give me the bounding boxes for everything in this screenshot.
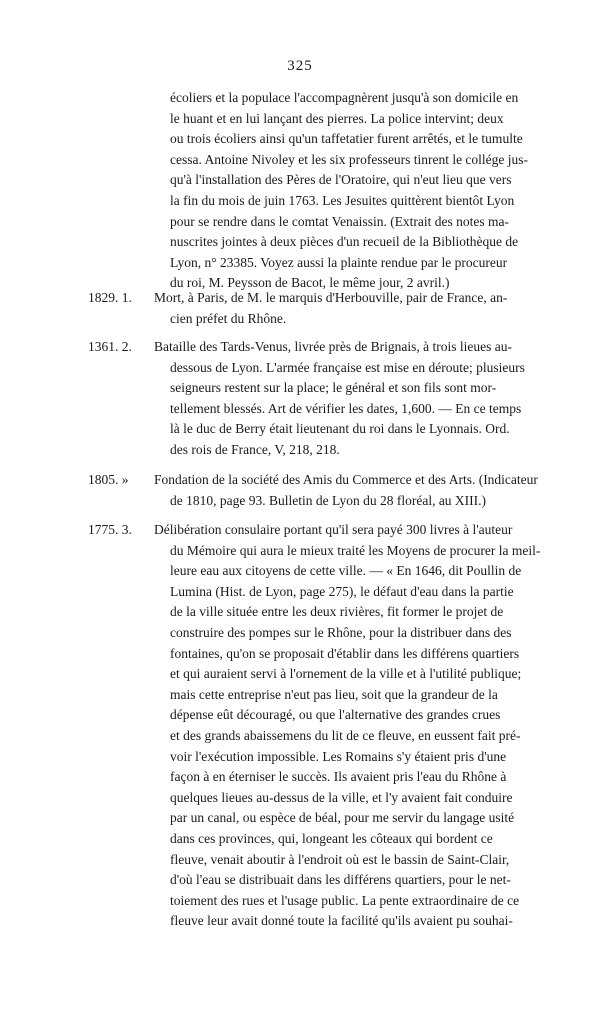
text-line: nuscrites jointes à deux pièces d'un recueil de la Bibliothèque de bbox=[170, 234, 519, 250]
text-line: de la ville située entre les deux rivières, fit former le projet de bbox=[170, 604, 504, 620]
text-line: mais cette entreprise n'eut pas lieu, soit que la grandeur de la bbox=[170, 686, 498, 702]
text-line: leure eau aux citoyens de cette ville. — « En 1646, dit Poullin de bbox=[170, 563, 522, 579]
text-line: Fondation de la société des Amis du Commerce et des Arts. (Indicateur bbox=[154, 472, 538, 487]
text-line: cessa. Antoine Nivoley et les six professeurs tinrent le collége jus- bbox=[170, 151, 529, 167]
text-line: et qui auraient servi à l'ornement de la ville et à l'utilité publique; bbox=[170, 666, 522, 682]
entry-date: 1805. » bbox=[88, 472, 129, 487]
text-line: seigneurs restent sur la place; le général et son fils sont mor- bbox=[170, 380, 497, 396]
text-line: la fin du mois de juin 1763. Les Jesuites quittèrent bientôt Lyon bbox=[170, 193, 515, 208]
text-line: dépense eût découragé, ou que l'alternative des grandes crues bbox=[170, 707, 501, 723]
text-line: Lumina (Hist. de Lyon, page 275), le défaut d'eau dans la partie bbox=[170, 583, 514, 599]
text-line: d'où l'eau se distribuait dans les différens quartiers, pour le net- bbox=[170, 872, 511, 888]
text-line: voir l'exécution impossible. Les Romains s'y étaient pris d'une bbox=[170, 748, 507, 764]
text-line: ou trois écoliers ainsi qu'un taffetatier furent arrêtés, et le tumulte bbox=[170, 131, 523, 147]
text-line: fleuve, venait aboutir à l'endroit où est le bassin de Saint-Clair, bbox=[170, 851, 510, 867]
text-line: pour se rendre dans le comtat Venaissin. (Extrait des notes ma- bbox=[170, 213, 510, 229]
text-line: de 1810, page 93. Bulletin de Lyon du 28 floréal, au XIII.) bbox=[170, 492, 487, 508]
text-line: du roi, M. Peysson de Bacot, le même jour, 2 avril.) bbox=[170, 275, 450, 291]
text-line: toiement des rues et l'usage public. La pente extraordinaire de ce bbox=[170, 892, 520, 908]
text-line: dans ces provinces, qui, longeant les côteaux qui bordent ce bbox=[170, 831, 493, 846]
entry-date: 1361. 2. bbox=[88, 339, 132, 354]
text-line: des rois de France, V, 218, 218. bbox=[170, 442, 340, 457]
page-number: 325 bbox=[287, 58, 313, 74]
text-line: Mort, à Paris, de M. le marquis d'Herbouville, pair de France, an- bbox=[154, 290, 508, 305]
text-line: fontaines, qu'on se proposait d'établir dans les différens quartiers bbox=[170, 645, 520, 661]
text-line: façon à en éterniser le succès. Ils avaient pris l'eau du Rhône à bbox=[170, 769, 507, 785]
text-line: Lyon, n° 23385. Voyez aussi la plainte rendue par le procureur bbox=[170, 254, 508, 270]
text-line: cien préfet du Rhône. bbox=[170, 310, 287, 326]
text-line: et des grands abaissemens du lit de ce fleuve, en eussent fait pré- bbox=[170, 728, 521, 743]
text-line: le huant et en lui lançant des pierres. La police intervint; deux bbox=[170, 110, 504, 126]
text-line: construire des pompes sur le Rhône, pour la distribuer dans des bbox=[170, 625, 512, 640]
text-line: dessous de Lyon. L'armée française est mise en déroute; plusieurs bbox=[170, 359, 525, 375]
text-line: Délibération consulaire portant qu'il sera payé 300 livres à l'auteur bbox=[154, 522, 513, 537]
text-line: du Mémoire qui aura le mieux traité les Moyens de procurer la meil- bbox=[170, 542, 541, 558]
text-line: là le duc de Berry était lieutenant du roi dans le Lyonnais. Ord. bbox=[170, 421, 510, 437]
entry-date: 1775. 3. bbox=[88, 522, 132, 537]
entry-date: 1829. 1. bbox=[88, 290, 132, 305]
text-line: qu'à l'installation des Pères de l'Oratoire, qui n'eut lieu que vers bbox=[170, 172, 512, 188]
text-line: par un canal, ou espèce de béal, pour me servir du langage usité bbox=[170, 810, 515, 826]
text-line: tellement blessés. Art de vérifier les dates, 1,600. — En ce temps bbox=[170, 400, 522, 416]
text-line: quelques lieues au-dessus de la ville, et l'y avaient fait conduire bbox=[170, 789, 513, 805]
text-line: fleuve leur avait donné toute la facilité qu'ils avaient pu souhai- bbox=[170, 913, 513, 929]
text-line: Bataille des Tards-Venus, livrée près de Brignais, à trois lieues au- bbox=[154, 339, 512, 354]
text-line: écoliers et la populace l'accompagnèrent jusqu'à son domicile en bbox=[170, 90, 519, 105]
